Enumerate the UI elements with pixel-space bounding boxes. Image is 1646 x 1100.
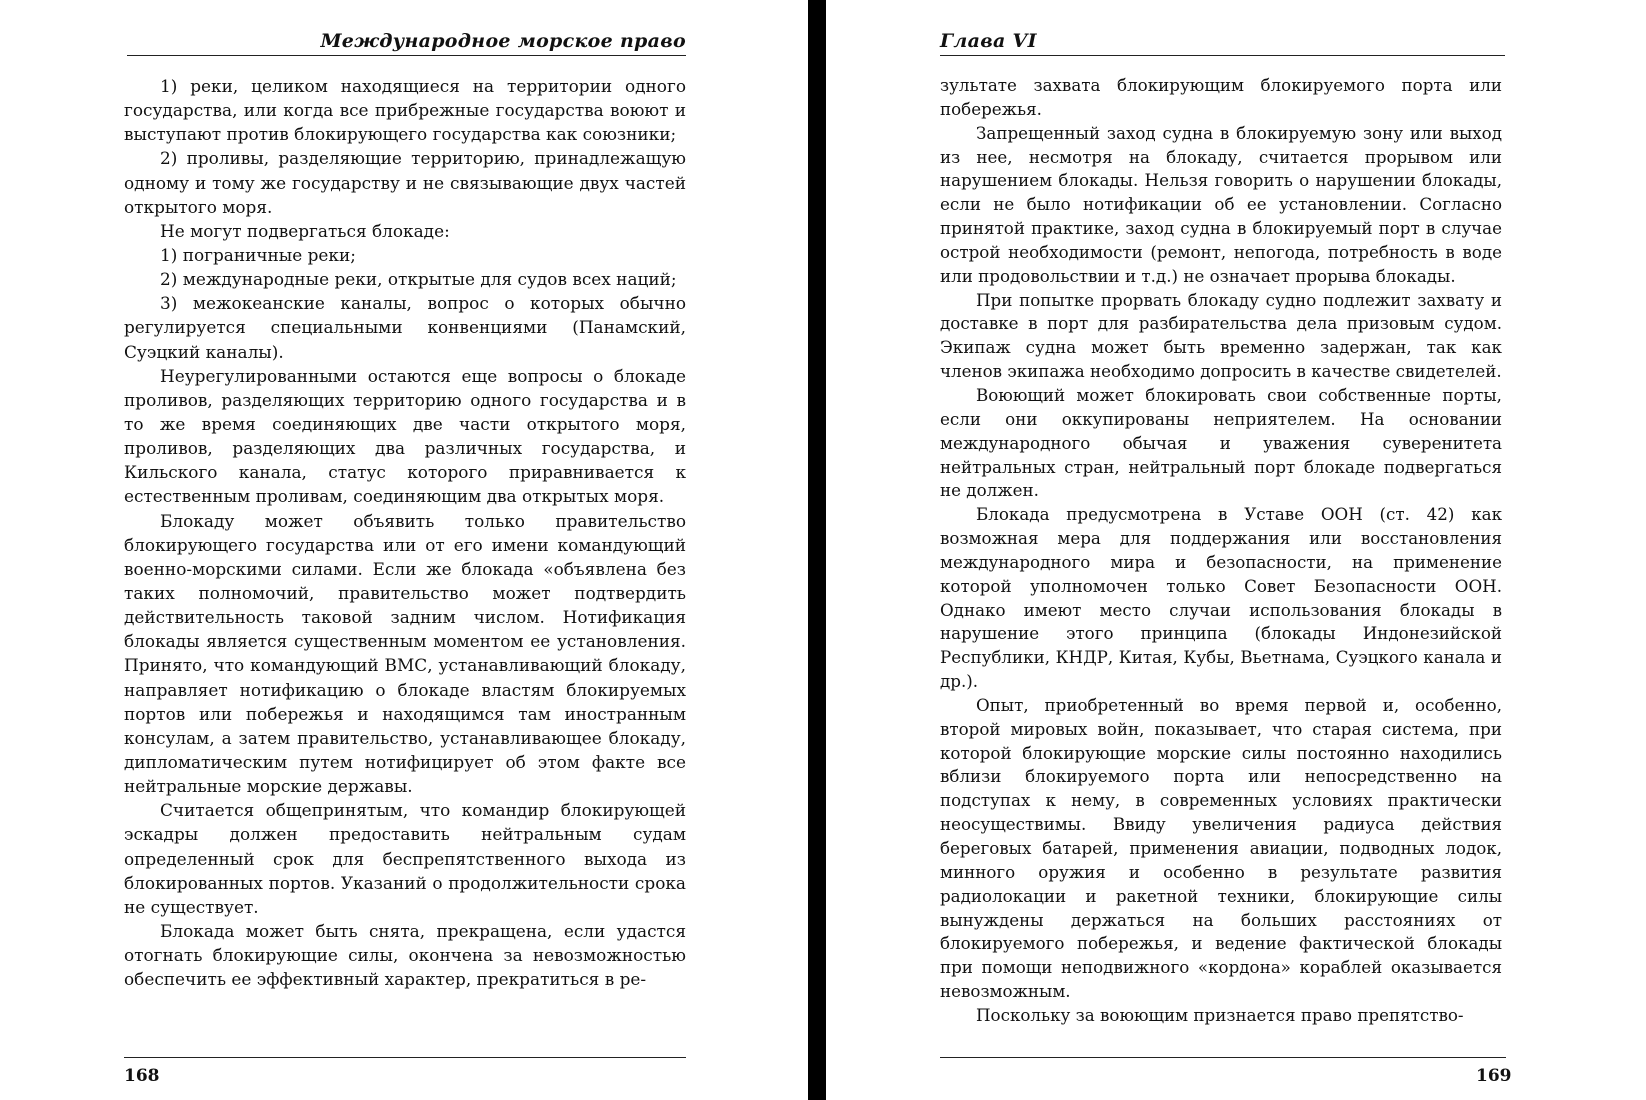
right-header-rule [940, 55, 1505, 56]
left-page-number: 168 [124, 1066, 160, 1086]
right-body-text [940, 74, 1502, 1028]
left-header-rule [127, 55, 686, 56]
left-paragraph-3: Не могут подвергаться блокаде: [160, 220, 450, 241]
left-paragraph-8: Блокаду может объявить только правительство блокирующего государства или от его имени командующий военно-морскими силами. Если же блокада «объявлена без таких полномочий, правительство может подтвердить действительность таковой задним числом. Нотификация блокады является существенным моментом ее установления. Принято, что командующий ВМС, устанавливающий блокаду, направляет нотификацию о блокаде властям блокируемых портов или побережья и находящимся там иностранным консулам, а затем правительство, устанавливающее блокаду, дипломатическим путем нотифицирует об этом факте все нейтральные морские державы. [124, 510, 686, 797]
left-running-head: Международное морское право [320, 30, 686, 52]
right-running-head: Глава VI [940, 30, 1037, 52]
book-gutter [808, 0, 826, 1100]
right-paragraph-2: Запрещенный заход судна в блокируемую зону или выход из нее, несмотря на блокаду, считается прорывом или нарушением блокады. Нельзя говорить о нарушении блокады, если не было нотификации об ее установлении. Согласно принятой практике, заход судна в блокируемый порт в случае острой необходимости (ремонт, непогода, потребность в воде или продовольствии и т.д.) не означает прорыва блокады. [940, 122, 1502, 286]
right-paragraph-7: Поскольку за воюющим признается право препятство- [976, 1004, 1464, 1025]
left-paragraph-5: 2) международные реки, открытые для судов всех наций; [160, 269, 677, 290]
right-footer-rule [940, 1057, 1506, 1058]
left-paragraph-10: Блокада может быть снята, прекращена, если удастся отогнать блокирующие силы, окончена за невозможностью обеспечить ее эффективный характер, прекратиться в ре- [124, 920, 686, 990]
left-paragraph-2: 2) проливы, разделяющие территорию, принадлежащую одному и тому же государству и не связывающие двух частей открытого моря. [124, 148, 686, 217]
left-paragraph-9: Считается общепринятым, что командир блокирующей эскадры должен предоставить нейтральным судам определенный срок для беспрепятственного выхода из блокированных портов. Указаний о продолжительности срока не существует. [124, 800, 686, 917]
left-paragraph-1: 1) реки, целиком находящиеся на территории одного государства, или когда все прибрежные государства воюют и выступают против блокирующего государства как союзники; [124, 76, 686, 145]
right-page [940, 0, 1646, 1100]
left-page [0, 0, 720, 1100]
right-page-number: 169 [1476, 1066, 1512, 1086]
left-body-text [124, 74, 686, 991]
right-paragraph-4: Воюющий может блокировать свои собственные порты, если они оккупированы неприятелем. На основании международного обычая и уважения суверенитета нейтральных стран, нейтральный порт блокаде подвергаться не должен. [940, 384, 1502, 501]
left-paragraph-7: Неурегулированными остаются еще вопросы о блокаде проливов, разделяющих территорию одного государства и в то же время соединяющих две части открытого моря, проливов, разделяющих два различных государства, и Кильского канала, статус которого приравнивается к естественным проливам, соединяющим два открытых моря. [124, 365, 686, 507]
right-paragraph-6: Опыт, приобретенный во время первой и, особенно, второй мировых войн, показывает, что старая система, при которой блокирующие морские силы постоянно находились вблизи блокируемого порта или непосредственно на подступах к нему, в современных условиях практически неосуществимы. Ввиду увеличения радиуса действия береговых батарей, применения авиации, подводных лодок, минного оружия и особенно в результате развития радиолокации и ракетной техники, блокирующие силы вынуждены держаться на больших расстояниях от блокируемого побережья, и ведение фактической блокады при помощи неподвижного «кордона» кораблей оказывается невозможным. [940, 694, 1502, 1002]
right-paragraph-1: зультате захвата блокирующим блокируемого порта или побережья. [940, 75, 1502, 119]
left-paragraph-4: 1) пограничные реки; [160, 244, 356, 265]
left-paragraph-6: 3) межокеанские каналы, вопрос о которых обычно регулируется специальными конвенциями (Панамский, Суэцкий каналы). [124, 293, 686, 362]
right-paragraph-5: Блокада предусмотрена в Уставе ООН (ст. 42) как возможная мера для поддержания или восстановления международного мира и безопасности, на применение которой уполномочен только Совет Безопасности ООН. Однако имеют место случаи использования блокады в нарушение этого принципа (блокады Индонезийской Республики, КНДР, Китая, Кубы, Вьетнама, Суэцкого канала и др.). [940, 504, 1502, 692]
right-paragraph-3: При попытке прорвать блокаду судно подлежит захвату и доставке в порт для разбирательства дела призовым судом. Экипаж судна может быть временно задержан, так как членов экипажа необходимо допросить в качестве свидетелей. [940, 289, 1502, 382]
left-footer-rule [124, 1057, 686, 1058]
